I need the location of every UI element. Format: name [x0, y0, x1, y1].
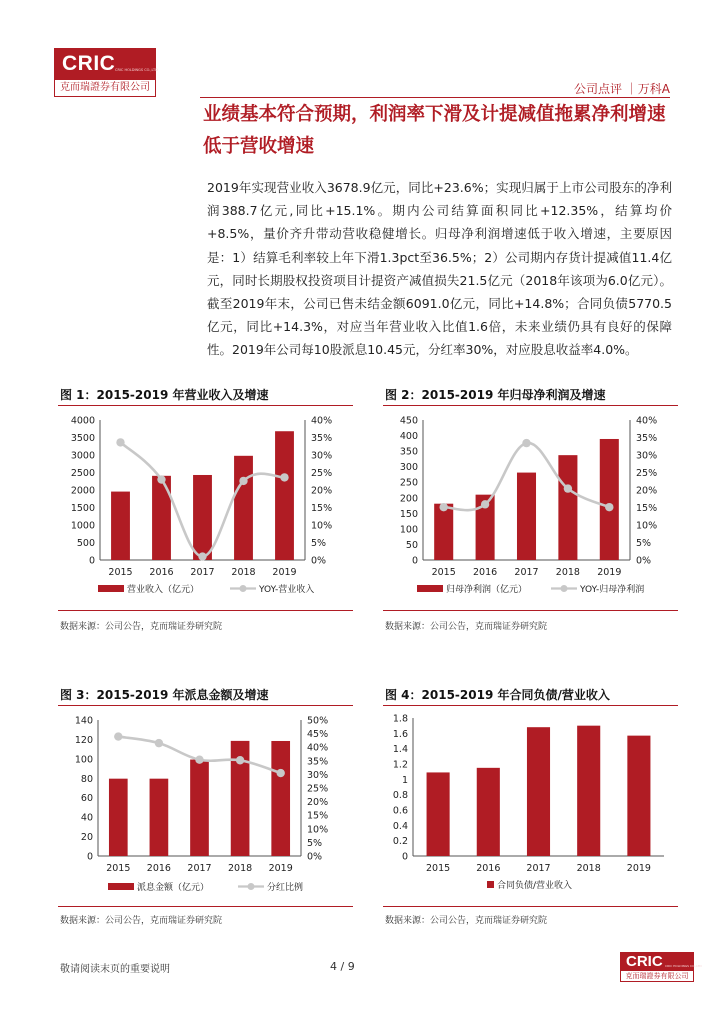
y-left-tick-label: 0.2	[392, 836, 408, 848]
line-point	[116, 438, 124, 446]
footer-disclaimer: 敬请阅读末页的重要说明	[60, 964, 170, 975]
y-left-tick-label: 100	[399, 524, 418, 536]
y-left-tick-label: 60	[80, 793, 93, 805]
line-point	[195, 756, 203, 764]
bar	[150, 779, 169, 856]
bar	[427, 772, 450, 856]
y-right-tick-label: 45%	[307, 729, 329, 741]
line-point	[564, 484, 572, 492]
x-tick-label: 2017	[190, 567, 215, 578]
y-left-tick-label: 3000	[70, 450, 95, 462]
bar	[517, 473, 536, 560]
y-right-tick-label: 0%	[636, 555, 652, 567]
y-right-tick-label: 20%	[636, 485, 658, 497]
legend-label: YOY-归母净利润	[580, 585, 645, 595]
y-left-tick-label: 0	[401, 851, 408, 863]
fig1-rule-bottom	[58, 610, 353, 611]
bar	[190, 760, 209, 856]
line-point	[481, 500, 489, 508]
y-left-tick-label: 500	[76, 538, 95, 549]
y-right-tick-label: 20%	[307, 797, 329, 809]
y-right-tick-label: 15%	[636, 503, 658, 514]
fig2-source: 数据来源：公司公告，克而瑞证券研究院	[385, 622, 548, 632]
y-left-tick-label: 1.4	[392, 744, 408, 756]
y-left-tick-label: 300	[399, 462, 418, 474]
y-left-tick-label: 0.4	[392, 820, 408, 832]
x-tick-label: 2017	[187, 863, 212, 874]
y-right-tick-label: 40%	[311, 415, 333, 427]
line-point	[157, 475, 165, 483]
x-tick-label: 2018	[555, 567, 580, 578]
x-tick-label: 2019	[626, 863, 651, 874]
legend-bar-swatch	[98, 585, 124, 592]
y-right-tick-label: 10%	[636, 520, 658, 532]
fig4-rule	[383, 705, 678, 706]
y-left-tick-label: 120	[74, 734, 93, 746]
footer-logo	[620, 952, 702, 982]
y-left-tick-label: 150	[399, 508, 418, 520]
y-left-tick-label: 1.8	[392, 713, 408, 725]
line-point	[155, 739, 163, 747]
fig3-title: 图 3：2015-2019 年派息金额及增速	[60, 688, 269, 702]
y-left-tick-label: 200	[399, 493, 418, 505]
fig4-title: 图 4：2015-2019 年合同负债/营业收入	[385, 688, 610, 702]
y-right-tick-label: 40%	[307, 742, 329, 754]
bar	[627, 736, 650, 856]
x-tick-label: 2019	[272, 567, 297, 578]
y-right-tick-label: 0%	[311, 555, 327, 567]
y-left-tick-label: 3500	[70, 433, 95, 444]
x-tick-label: 2017	[514, 567, 539, 578]
x-tick-label: 2019	[597, 567, 622, 578]
fig2-rule-bottom	[383, 610, 678, 611]
y-right-tick-label: 35%	[311, 433, 333, 444]
legend-label: 营业收入（亿元）	[127, 585, 200, 595]
logo-cn: 克而瑞證券有限公司	[60, 82, 150, 93]
y-left-tick-label: 50	[405, 539, 418, 551]
line-point	[440, 503, 448, 511]
report-type: 公司点评 ｜万科A	[573, 82, 670, 96]
bar	[234, 456, 253, 560]
legend-label: 分红比例	[267, 883, 304, 893]
report-title: 业绩基本符合预期，利润率下滑及计提减值拖累净利增速低于营收增速	[203, 104, 666, 157]
legend-line-dot	[248, 883, 255, 890]
fig1-chart	[58, 408, 353, 608]
y-left-tick-label: 0	[411, 555, 418, 567]
logo-text: CRIC	[62, 52, 116, 75]
x-tick-label: 2016	[149, 567, 174, 578]
y-right-tick-label: 0%	[307, 851, 323, 863]
y-right-tick-label: 35%	[636, 433, 658, 444]
y-left-tick-label: 400	[399, 431, 418, 443]
y-left-tick-label: 80	[80, 773, 93, 785]
y-right-tick-label: 30%	[311, 450, 333, 462]
x-tick-label: 2018	[228, 863, 253, 874]
fig2-chart	[383, 408, 678, 608]
y-left-tick-label: 450	[399, 415, 418, 427]
line-point	[280, 473, 288, 481]
x-tick-label: 2016	[473, 567, 498, 578]
y-left-tick-label: 100	[74, 754, 93, 766]
fig3-rule-bottom	[58, 906, 353, 907]
legend-bar-swatch	[417, 585, 443, 592]
footer-logo-sub-en: CRIC HOLDINGS CO.,LTD	[665, 964, 702, 968]
y-left-tick-label: 250	[399, 477, 418, 489]
fig1-source: 数据来源：公司公告，克而瑞证券研究院	[60, 622, 223, 632]
y-left-tick-label: 1000	[70, 520, 95, 532]
y-right-tick-label: 15%	[307, 810, 329, 822]
x-tick-label: 2015	[431, 567, 456, 578]
y-right-tick-label: 10%	[307, 824, 329, 836]
bar	[477, 768, 500, 856]
legend-line-dot	[240, 585, 247, 592]
line-point	[239, 477, 247, 485]
y-right-tick-label: 15%	[311, 503, 333, 514]
x-tick-label: 2017	[526, 863, 551, 874]
fig4-svg	[383, 708, 678, 904]
line-point	[277, 769, 285, 777]
y-right-tick-label: 5%	[636, 538, 652, 549]
x-tick-label: 2019	[268, 863, 293, 874]
bar	[275, 431, 294, 560]
y-right-tick-label: 25%	[636, 468, 658, 479]
cric-logo	[54, 48, 156, 97]
legend-label: 归母净利润（亿元）	[446, 585, 528, 595]
line-point	[605, 503, 613, 511]
y-right-tick-label: 10%	[311, 520, 333, 532]
line-point	[114, 732, 122, 740]
legend-label: 派息金额（亿元）	[137, 883, 210, 893]
legend-line-dot	[561, 585, 568, 592]
bar	[193, 475, 212, 560]
y-left-tick-label: 0	[88, 555, 95, 567]
fig3-chart	[58, 708, 353, 904]
fig1-rule	[58, 405, 353, 406]
y-left-tick-label: 350	[399, 446, 418, 458]
legend-label: YOY-营业收入	[259, 585, 315, 595]
y-right-tick-label: 20%	[311, 485, 333, 497]
x-tick-label: 2016	[146, 863, 171, 874]
fig2-svg	[383, 408, 678, 608]
y-left-tick-label: 20	[80, 832, 93, 844]
y-right-tick-label: 25%	[307, 783, 329, 795]
fig3-rule	[58, 705, 353, 706]
footer-logo-text: CRIC	[626, 953, 663, 970]
fig4-source: 数据来源：公司公告，克而瑞证券研究院	[385, 916, 548, 926]
fig4-rule-bottom	[383, 906, 678, 907]
fig1-svg	[58, 408, 353, 608]
y-left-tick-label: 140	[74, 715, 93, 727]
y-left-tick-label: 1.6	[392, 728, 408, 740]
bar	[111, 492, 130, 560]
y-right-tick-label: 30%	[636, 450, 658, 462]
logo-sub-en: CRIC HOLDINGS CO.,LTD	[115, 68, 158, 72]
footer-logo-cn: 克而瑞證券有限公司	[625, 972, 689, 980]
bar	[600, 439, 619, 560]
y-left-tick-label: 40	[80, 812, 93, 824]
bar	[271, 741, 290, 856]
x-tick-label: 2015	[426, 863, 451, 874]
x-tick-label: 2016	[476, 863, 501, 874]
y-left-tick-label: 0.6	[392, 805, 408, 817]
fig1-title: 图 1：2015-2019 年营业收入及增速	[60, 388, 269, 402]
fig2-rule	[383, 405, 678, 406]
body-paragraph: 2019年实现营业收入3678.9亿元，同比+23.6%；实现归属于上市公司股东的净利润388.7亿元,同比+15.1%。期内公司结算面积同比+12.35%，结算均价+8.5%，量价齐升带动营收稳健增长。归母净利润增速低于收入增速，主要原因是：1）结算毛利率较上年下滑1.3pct至36.5%；2）公司期内存货计提减值11.4亿元，同时长期股权投资项目计提资产减值损失21.5亿元（2018年该项为6.0亿元）。截至2019年末，公司已售未结金额6091.0亿元，同比+14.8%；合同负债5770.5亿元，同比+14.3%，对应当年营业收入比值1.6倍，未来业绩仍具有良好的保障性。2019年公司每10股派息10.45元，分红率30%，对应股息收益率4.0%。	[207, 180, 672, 358]
y-left-tick-label: 1.2	[392, 759, 408, 771]
y-left-tick-label: 2500	[70, 468, 95, 479]
y-left-tick-label: 1500	[70, 503, 95, 514]
y-right-tick-label: 25%	[311, 468, 333, 479]
y-right-tick-label: 40%	[636, 415, 658, 427]
y-left-tick-label: 4000	[70, 415, 95, 427]
header-divider	[200, 97, 670, 98]
x-tick-label: 2015	[106, 863, 131, 874]
y-right-tick-label: 5%	[311, 538, 327, 549]
legend-bar-swatch	[487, 881, 494, 888]
fig2-title: 图 2：2015-2019 年归母净利润及增速	[385, 388, 606, 402]
y-right-tick-label: 30%	[307, 769, 329, 781]
y-right-tick-label: 50%	[307, 715, 329, 727]
x-tick-label: 2015	[108, 567, 133, 578]
page-number: 4 / 9	[330, 960, 355, 973]
bar	[152, 476, 171, 560]
fig4-chart	[383, 708, 678, 904]
fig3-svg	[58, 708, 353, 904]
bar	[577, 726, 600, 856]
legend-bar-swatch	[108, 883, 134, 890]
x-tick-label: 2018	[231, 567, 256, 578]
y-left-tick-label: 0	[86, 851, 93, 863]
line-point	[236, 756, 244, 764]
bar	[527, 727, 550, 856]
bar	[109, 779, 128, 856]
y-right-tick-label: 5%	[307, 837, 323, 849]
fig3-source: 数据来源：公司公告，克而瑞证券研究院	[60, 916, 223, 926]
x-tick-label: 2018	[576, 863, 601, 874]
line-point	[522, 439, 530, 447]
y-left-tick-label: 2000	[70, 485, 95, 497]
y-left-tick-label: 1	[401, 774, 408, 786]
line-point	[198, 552, 206, 560]
bar	[434, 504, 453, 560]
y-left-tick-label: 0.8	[392, 790, 408, 802]
y-right-tick-label: 35%	[307, 756, 329, 768]
bar	[558, 455, 577, 560]
legend-label: 合同负债/营业收入	[497, 881, 573, 891]
